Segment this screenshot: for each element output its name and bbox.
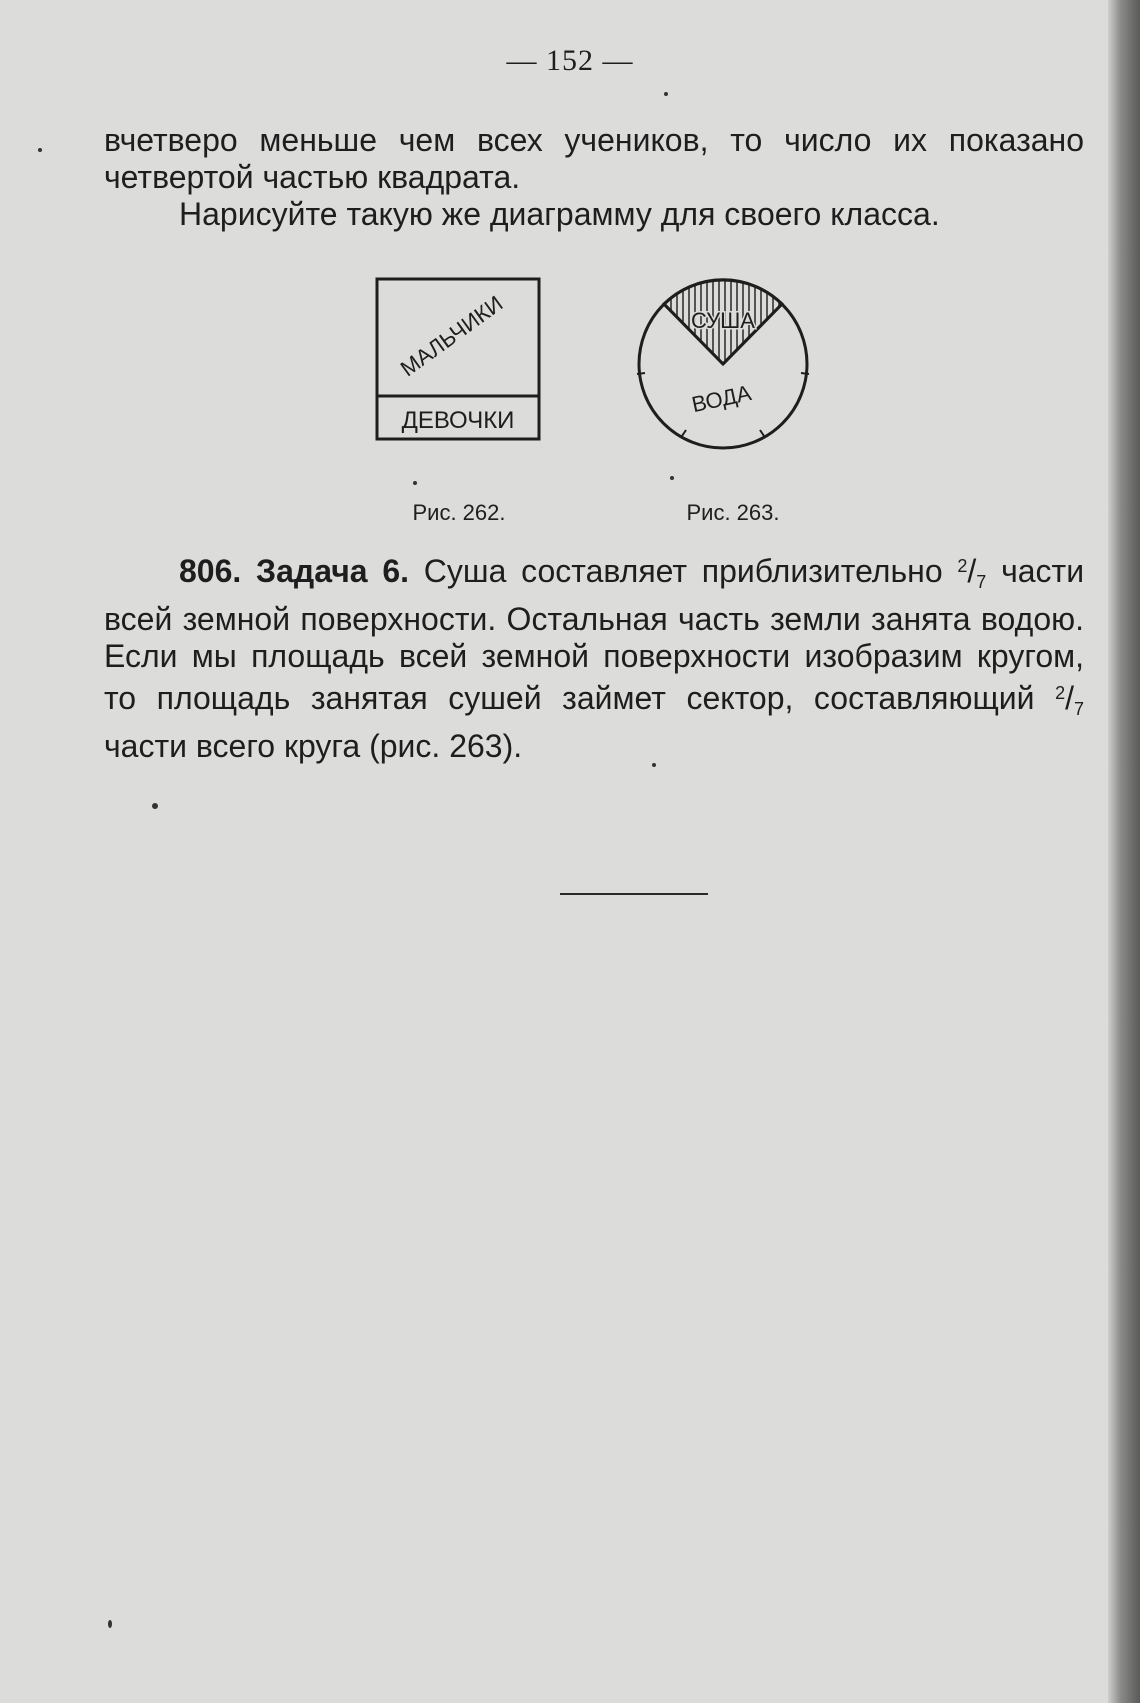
fraction-two-sevenths: $^2/_7$ xyxy=(1055,680,1085,719)
paragraph-continuation xyxy=(104,122,1084,196)
print-speck xyxy=(652,763,656,767)
problem-text-a: Суша составляет приблизительно xyxy=(423,553,943,589)
paragraph-2-text: Нарисуйте такую же диаграмму для своего класса. xyxy=(179,196,940,232)
print-speck xyxy=(38,148,42,152)
fraction-denominator: 7 xyxy=(1074,699,1085,719)
boys-label: МАЛЬЧИКИ xyxy=(395,290,508,382)
tick-mark xyxy=(760,430,764,436)
fraction-numerator: 2 xyxy=(957,556,968,576)
fraction-denominator: 7 xyxy=(976,572,987,592)
problem-text-c: части всего круга (рис. 263). xyxy=(104,728,523,764)
water-label: ВОДА xyxy=(689,380,754,418)
girls-label: ДЕВОЧКИ xyxy=(401,407,515,434)
land-label: СУША xyxy=(691,308,755,333)
tick-mark xyxy=(637,373,645,374)
fraction-numerator: 2 xyxy=(1055,683,1066,703)
paragraph-1-text: вчетверо меньше чем всех учеников, то число их показано четвертой частью квадрата. xyxy=(104,122,1084,195)
figure-263-caption: Рис. 263. xyxy=(686,500,780,525)
page-number: — 152 — xyxy=(506,44,634,77)
problem-806 xyxy=(104,548,1084,765)
figure-263-circle-diagram xyxy=(628,276,818,456)
print-speck xyxy=(108,1620,112,1628)
figure-262-square-diagram xyxy=(374,276,544,444)
paragraph-instruction xyxy=(104,196,1084,233)
tick-mark xyxy=(801,373,809,374)
print-speck xyxy=(152,803,158,809)
problem-806-text xyxy=(104,548,1084,765)
print-speck xyxy=(664,92,668,96)
section-end-rule xyxy=(560,893,708,895)
problem-text-b: части всей земной поверхности. Остальная часть земли занята водою. Если мы площадь всей земной поверхности изобразим кругом, то площадь занятая сушей займет сектор, составляющий xyxy=(104,553,1085,716)
print-speck xyxy=(670,476,674,480)
figure-262-caption: Рис. 262. xyxy=(412,500,506,525)
page-gutter-shadow xyxy=(1108,0,1140,1703)
problem-title: Задача 6. xyxy=(256,553,410,589)
problem-number: 806. xyxy=(179,553,242,589)
print-speck xyxy=(413,481,417,485)
fraction-two-sevenths: $^2/_7$ xyxy=(957,553,987,592)
tick-mark xyxy=(682,430,686,436)
